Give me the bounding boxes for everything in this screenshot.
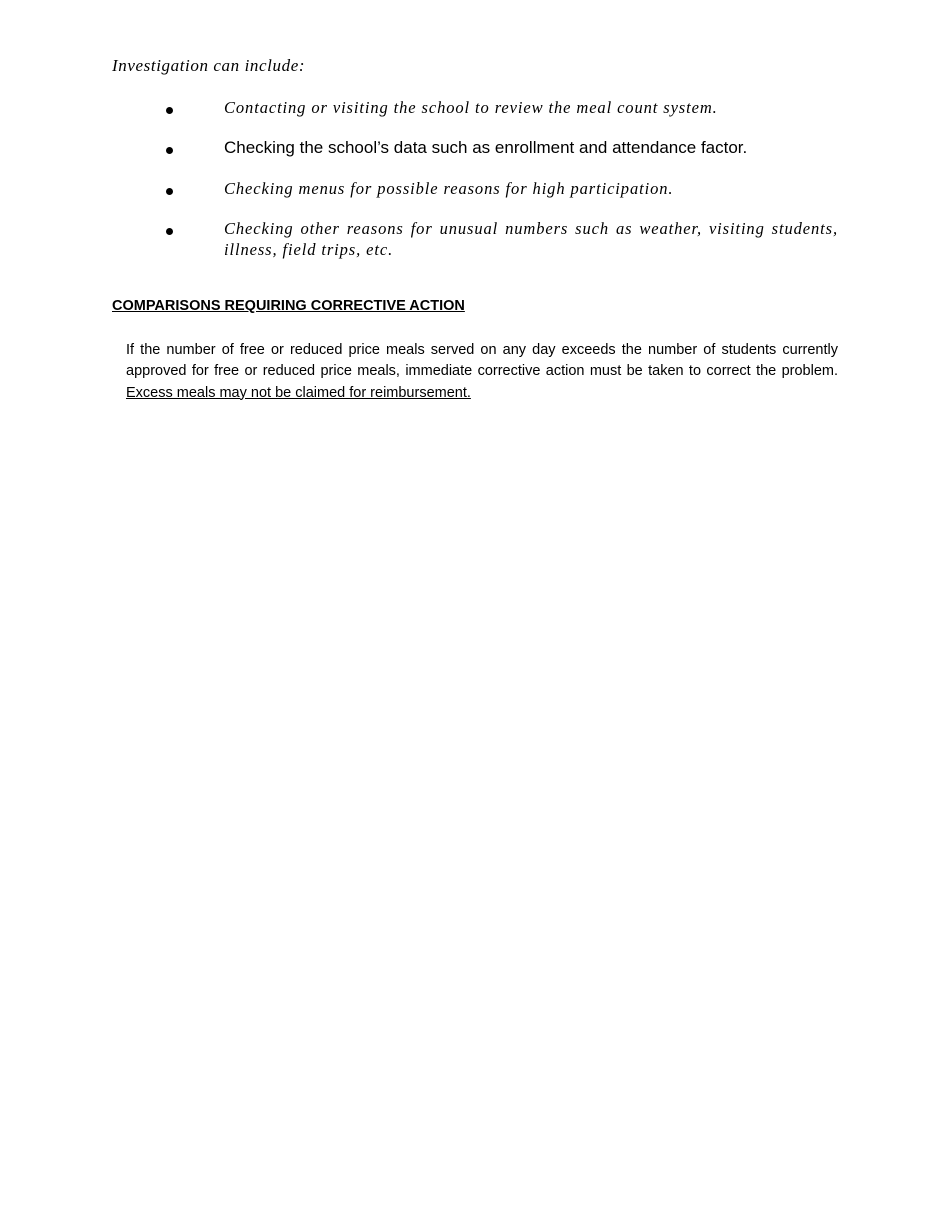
bullet-icon (166, 107, 173, 114)
bullet-icon (166, 188, 173, 195)
bullet-icon (166, 147, 173, 154)
list-item-text: Checking other reasons for unusual numbers such as weather, visiting students, illness, field trips, etc. (224, 219, 838, 259)
list-item (160, 137, 840, 159)
list-item-text: Contacting or visiting the school to review the meal count system. (224, 98, 718, 117)
list-item (160, 178, 840, 200)
section-heading: COMPARISONS REQUIRING CORRECTIVE ACTION (112, 298, 465, 314)
list-item (160, 97, 840, 119)
section-paragraph (126, 340, 838, 404)
paragraph-emphasis: Excess meals may not be claimed for reimbursement. (126, 384, 471, 401)
list-item-text: Checking the school’s data such as enrollment and attendance factor. (224, 138, 748, 157)
bullet-icon (166, 228, 173, 235)
intro-line: Investigation can include: (112, 56, 306, 75)
paragraph-text: If the number of free or reduced price meals served on any day exceeds the number of students currently approved for free or reduced price meals, immediate corrective action must be taken to correct the problem. (126, 342, 838, 380)
list-item (160, 218, 840, 262)
list-item-text: Checking menus for possible reasons for high participation. (224, 179, 674, 198)
